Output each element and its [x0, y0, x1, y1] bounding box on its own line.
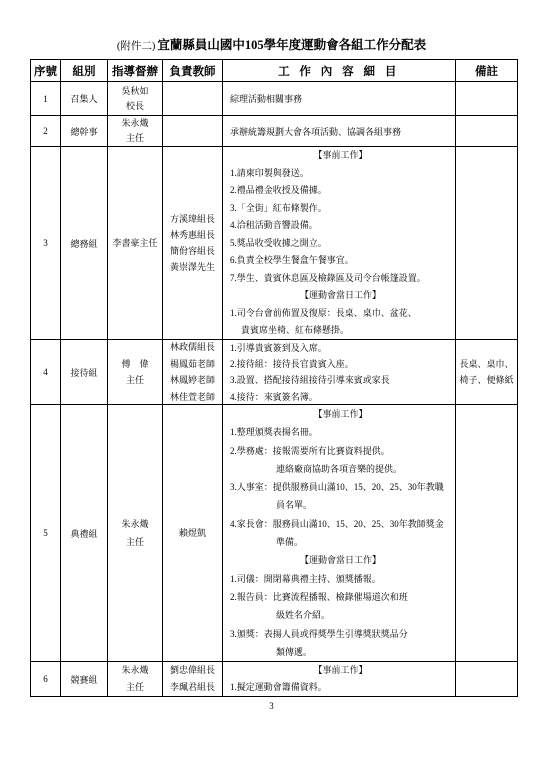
header-group: 組別: [61, 60, 108, 82]
content-line: 2.接待組：接待長官貴賓入座。: [230, 359, 354, 370]
content-line: 1.整理頒獎表揚名冊。: [230, 427, 318, 438]
supervisor-cell: [108, 147, 163, 340]
note-line: 長桌、桌巾、: [459, 359, 514, 369]
content-line: 3.「全街」紅布條製作。: [230, 202, 327, 213]
teacher-cell: [163, 82, 223, 116]
note-line: 椅子、便條紙: [459, 375, 514, 385]
attachment-label: (附件二): [116, 41, 156, 52]
content-line: 7.學生、貴賓休息區及檢錄區及司令台帳篷設置。: [230, 272, 426, 283]
supervisor-title: 校長: [125, 100, 144, 111]
work-assignment-table: [30, 59, 518, 697]
content-line: 3.人事室：提供服務員山滿10、15、20、25、30年教職: [230, 482, 444, 493]
header-note: 備註: [456, 60, 518, 82]
content-line: 1.司儀：開閉幕典禮主持、頒獎播報。: [230, 573, 381, 584]
teacher-name: 楊鳳茹老師: [169, 358, 215, 369]
page-title: 宜蘭縣員山國中105學年度運動會各組工作分配表: [157, 38, 427, 52]
content-line: 1.擬定運動會籌備資料。: [230, 681, 327, 692]
note-cell: [456, 340, 518, 405]
serial-number-cell: 6: [31, 662, 61, 697]
content-line: 綜理活動相關事務: [230, 94, 303, 104]
content-line: 4.家長會：服務員山滿10、15、20、25、30年教師獎金: [230, 518, 444, 529]
content-line: 6.負責全校學生餐盒午餐事宜。: [230, 255, 354, 265]
serial-number-cell: 1: [31, 82, 61, 116]
supervisor-name: 朱永熾: [121, 665, 149, 675]
supervisor-cell: [108, 340, 163, 405]
supervisor-name: 朱永熾: [121, 118, 149, 128]
section-heading: 【運動會當日工作】: [299, 555, 381, 566]
teacher-name: 林秀惠組長: [169, 230, 215, 240]
teacher-name: 劉忠偉組長: [169, 665, 215, 675]
supervisor-cell: [108, 405, 163, 662]
serial-number-cell: 4: [31, 340, 61, 405]
content-line: 3.頒獎：表揚人員或得獎學生引導獎狀獎品分: [230, 628, 408, 639]
teacher-cell: [163, 147, 223, 340]
supervisor-title: 主任: [125, 133, 144, 143]
teacher-name: 林鳳婷老師: [169, 375, 215, 385]
content-line: 1.請柬印製與發送。: [230, 167, 309, 178]
supervisor-name: 朱永熾: [121, 519, 149, 529]
content-line: 貴賓席坐椅、紅布條懸掛。: [241, 325, 350, 335]
group-cell: 競賽組: [61, 662, 108, 697]
supervisor-title: 主任: [125, 375, 144, 385]
supervisor-cell: [108, 82, 163, 116]
header-teacher: 負責教師: [163, 60, 223, 82]
work-content-cell: [223, 147, 456, 340]
teacher-cell: [163, 405, 223, 662]
group-cell: 接待組: [61, 340, 108, 405]
content-line: 1.司令台會前佈置及復原：長桌、桌巾、盆花、: [230, 307, 417, 318]
note-cell: [456, 116, 518, 147]
teacher-name: 林政儒組長: [169, 342, 215, 352]
serial-number-cell: 3: [31, 147, 61, 340]
teacher-name: 賴煜凱: [178, 528, 206, 538]
group-cell: 總務組: [61, 147, 108, 340]
content-line: 承辦統籌規劃大會各項活動、協調各組事務: [230, 126, 402, 137]
work-content-cell: [223, 82, 456, 116]
note-cell: [456, 405, 518, 662]
group-cell: 典禮組: [61, 405, 108, 662]
content-line: 連絡廠商協助各項音樂的提供。: [276, 463, 403, 474]
supervisor-title: 主任: [125, 537, 144, 547]
header-serial-number: 序號: [31, 60, 61, 82]
teacher-name: 黃崇澤先生: [169, 262, 215, 272]
teacher-name: 李珮君組長: [169, 682, 215, 692]
teacher-name: 簡佾容組長: [169, 246, 215, 256]
content-line: 員名單。: [276, 500, 313, 511]
work-content-cell: [223, 662, 456, 697]
teacher-cell: [163, 116, 223, 147]
document-title: [0, 36, 543, 56]
work-content-cell: [223, 340, 456, 405]
content-line: 3.設置、搭配接待組接待引導來賓或家長: [230, 375, 390, 386]
supervisor-title: 主任: [125, 682, 144, 692]
section-heading: 【運動會當日工作】: [299, 290, 381, 300]
content-line: 4.接待：來賓簽名簿。: [230, 391, 318, 402]
header-work-content: 工 作 內 容 細 目: [223, 60, 456, 82]
work-content-cell: [223, 405, 456, 662]
group-cell: 總幹事: [61, 116, 108, 147]
group-cell: 召集人: [61, 82, 108, 116]
note-cell: [456, 662, 518, 697]
page-number: 3: [269, 701, 274, 711]
content-line: 5.獎品收受收據之開立。: [230, 237, 327, 248]
content-line: 級姓名介紹。: [276, 610, 331, 621]
teacher-name: 林佳萱老師: [169, 391, 215, 402]
content-line: 1.引導貴賓簽到及入席。: [230, 343, 327, 353]
supervisor-name: 傅 偉: [121, 359, 149, 369]
supervisor-name: 吳秋如: [121, 85, 149, 96]
serial-number-cell: 2: [31, 116, 61, 147]
content-line: 準備。: [276, 537, 304, 548]
serial-number-cell: 5: [31, 405, 61, 662]
content-line: 2.報告員：比賽流程播報、檢錄催場道次和班: [230, 591, 408, 602]
supervisor-cell: [108, 662, 163, 697]
note-cell: [456, 82, 518, 116]
content-line: 2.學務處：接報需要所有比賽資料提供。: [230, 445, 390, 456]
content-line: 4.洽租活動音響設備。: [230, 220, 318, 230]
content-line: 類傳遞。: [276, 646, 313, 657]
teacher-cell: [163, 340, 223, 405]
header-supervisor: 指導督辦: [108, 60, 163, 82]
section-heading: 【事前工作】: [313, 150, 368, 160]
work-content-cell: [223, 116, 456, 147]
teacher-name: 方溪瑋組長: [169, 214, 215, 224]
section-heading: 【事前工作】: [313, 409, 368, 419]
note-cell: [456, 147, 518, 340]
supervisor-cell: [108, 116, 163, 147]
content-line: 2.禮品禮金收授及備據。: [230, 185, 327, 195]
teacher-cell: [163, 662, 223, 697]
section-heading: 【事前工作】: [313, 665, 368, 675]
supervisor-name: 李書豪主任: [112, 238, 158, 248]
